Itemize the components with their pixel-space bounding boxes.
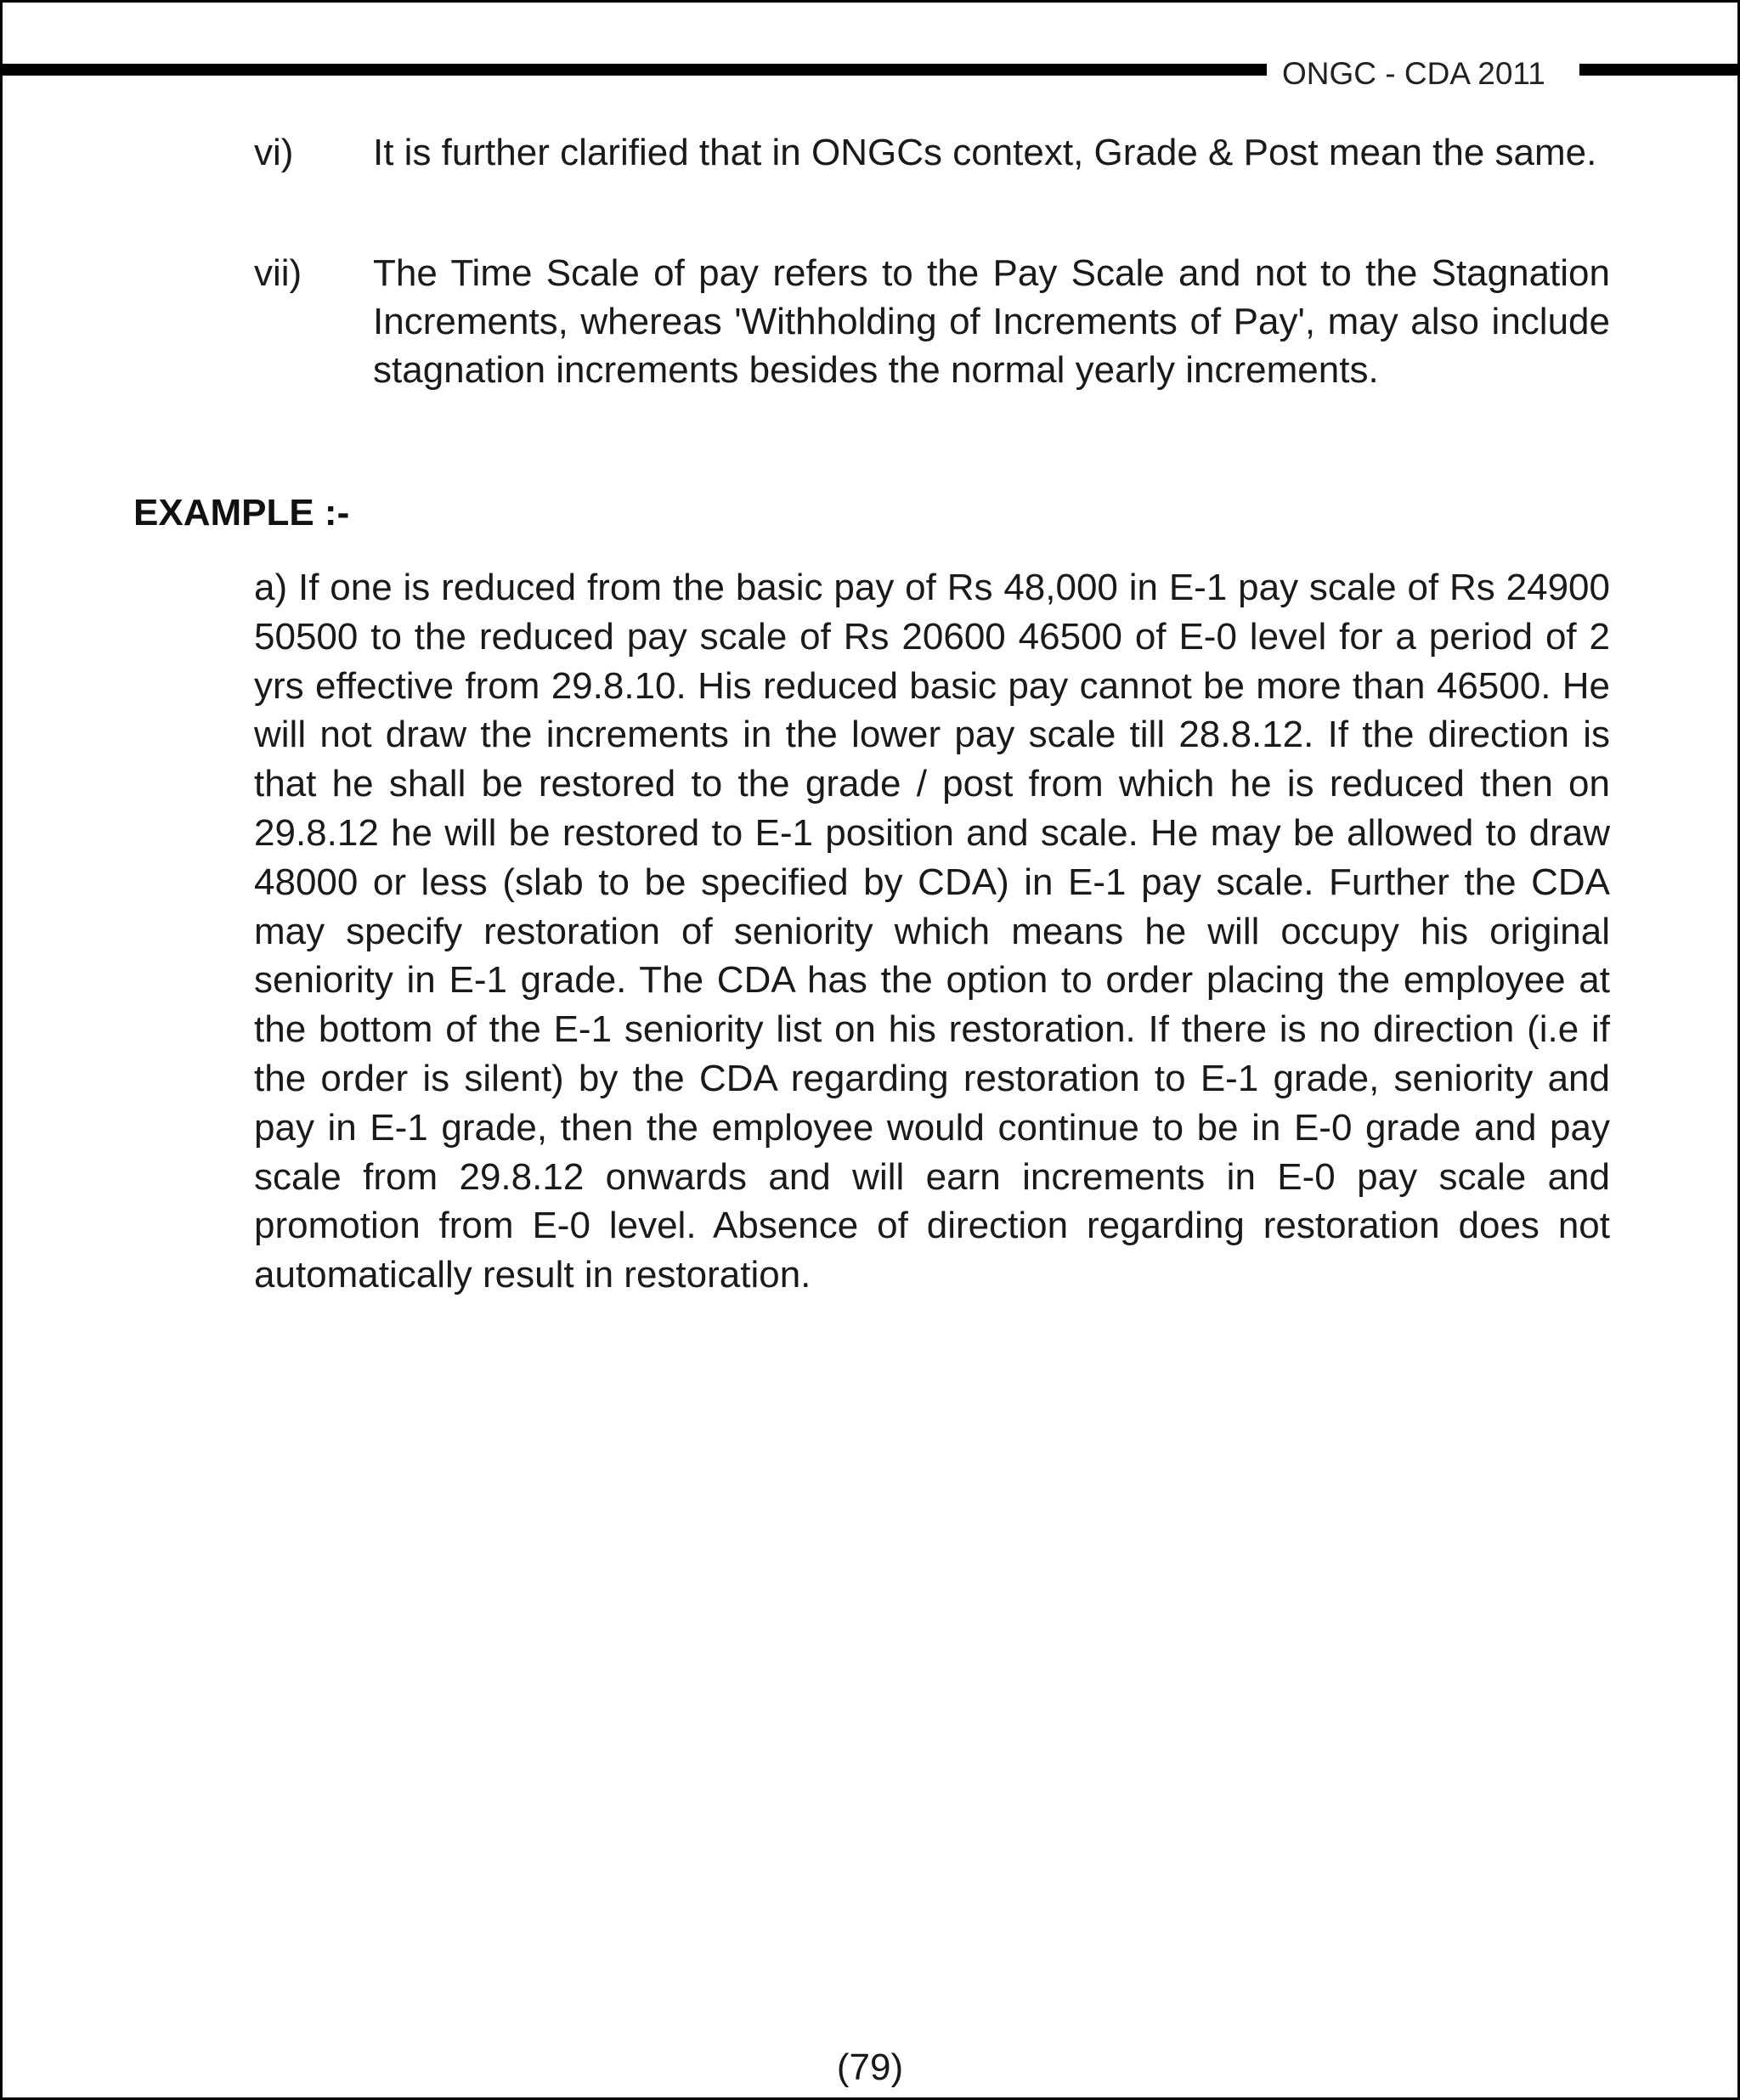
list-item-text: It is further clarified that in ONGCs context, Grade & Post mean the same. xyxy=(373,132,1597,173)
list-item-number: vi) xyxy=(254,132,294,173)
list-item-vi xyxy=(254,128,1610,177)
list-item-vii xyxy=(254,249,1610,394)
header-rule-left xyxy=(3,64,1267,76)
header-rule-right xyxy=(1579,64,1740,76)
example-paragraph: a) If one is reduced from the basic pay of Rs 48,000 in E-1 pay scale of Rs 24900 50500 to the reduced pay scale of Rs 20600 46500 of E-0 level for a period of 2 yrs effective from 29.8.10. His reduced basic pay cannot be more than 46500. He will not draw the increments in the lower pay scale till 28.8.12. If the direction is that he shall be restored to the grade / post from which he is reduced then on 29.8.12 he will be restored to E-1 position and scale. He may be allowed to draw 48000 or less (slab to be specified by CDA) in E-1 pay scale. Further the CDA may specify restoration of seniority which means he will occupy his original seniority in E-1 grade. The CDA has the option to order placing the employee at the bottom of the E-1 seniority list on his restoration. If there is no direction (i.e if the order is silent) by the CDA regarding restoration to E-1 grade, seniority and pay in E-1 grade, then the employee would continue to be in E-0 grade and pay scale from 29.8.12 onwards and will earn increments in E-0 pay scale and promotion from E-0 level. Absence of direction regarding restoration does not automatically result in restoration. xyxy=(254,567,1610,1296)
header-title: ONGC - CDA 2011 xyxy=(1282,56,1545,91)
example-heading: EXAMPLE :- xyxy=(133,492,350,533)
list-item-text: The Time Scale of pay refers to the Pay Scale and not to the Stagnation Increments, whereas 'Withholding of Increments of Pay', may also include stagnation increments besides the normal yearly increments. xyxy=(373,252,1610,391)
page-number: (79) xyxy=(836,2046,904,2088)
list-item-number: vii) xyxy=(254,252,302,294)
